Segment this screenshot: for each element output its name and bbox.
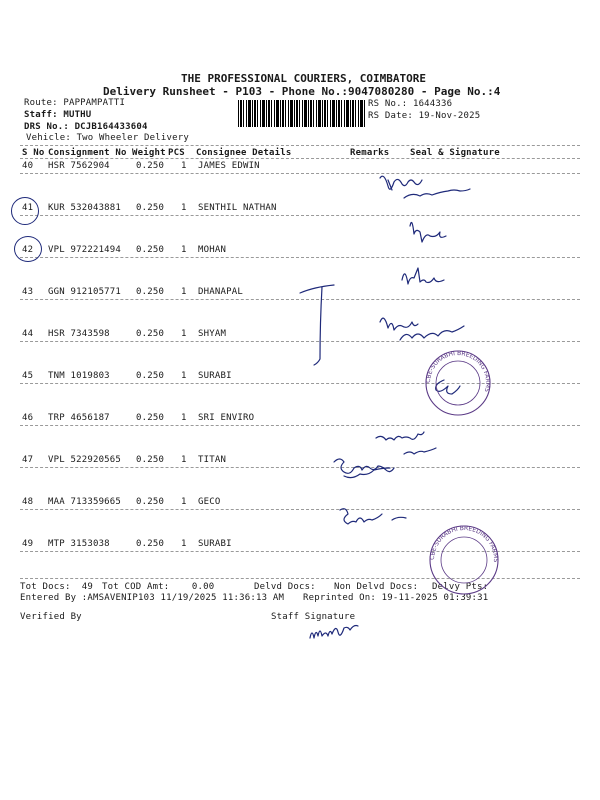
- signature-row-40: [380, 176, 422, 189]
- rs-date: RS Date: 19-Nov-2025: [368, 111, 481, 121]
- row-rule: [20, 215, 580, 216]
- row-sno: 46: [22, 413, 34, 423]
- row-weight: 0.250: [136, 455, 165, 465]
- row-rule: [20, 425, 580, 426]
- row-pcs: 1: [181, 287, 187, 297]
- row-weight: 0.250: [136, 371, 165, 381]
- row-consignee: GECO: [198, 497, 221, 507]
- row-sno: 41: [22, 203, 34, 213]
- signature-row-41: [410, 222, 446, 242]
- row-sno: 43: [22, 287, 34, 297]
- row-rule: [20, 341, 580, 342]
- entered-by: Entered By :AMSAVENIP103 11/19/2025 11:36:13 AM: [20, 593, 285, 603]
- row-weight: 0.250: [136, 161, 165, 171]
- row-pcs: 1: [181, 161, 187, 171]
- header-rule-bottom: [20, 158, 580, 159]
- row-consignment: KUR 532043881: [48, 203, 122, 213]
- row-rule: [20, 383, 580, 384]
- row-rule: [20, 551, 580, 552]
- row-pcs: 1: [181, 455, 187, 465]
- row-weight: 0.250: [136, 245, 165, 255]
- signature-row-46: [376, 432, 424, 440]
- row-consignee: SENTHIL NATHAN: [198, 203, 277, 213]
- row-sno: 48: [22, 497, 34, 507]
- row-pcs: 1: [181, 539, 187, 549]
- row-pcs: 1: [181, 413, 187, 423]
- row-consignment: TRP 4656187: [48, 413, 110, 423]
- col-consignment: Consignment No: [48, 148, 127, 158]
- runsheet-subtitle: Delivery Runsheet - P103 - Phone No.:9047080280 - Page No.:4: [103, 85, 501, 98]
- vehicle-label: Vehicle: Two Wheeler Delivery: [26, 133, 189, 143]
- row-pcs: 1: [181, 329, 187, 339]
- signature-row-44: [380, 318, 418, 330]
- row-consignment: GGN 912105771: [48, 287, 122, 297]
- row-consignee: SHYAM: [198, 329, 227, 339]
- staff-signature-label: Staff Signature: [271, 612, 356, 622]
- footer-rule: [20, 578, 580, 579]
- signature-row-48: [340, 509, 382, 524]
- row-pcs: 1: [181, 497, 187, 507]
- tot-cod: Tot COD Amt: 0.00: [102, 582, 215, 592]
- row-rule: [20, 257, 580, 258]
- col-weight: Weight: [132, 148, 166, 158]
- company-title: THE PROFESSIONAL COURIERS, COIMBATORE: [181, 72, 427, 85]
- delvy-pts: Delvy Pts:: [432, 582, 489, 592]
- route-label: Route: PAPPAMPATTI: [24, 98, 126, 108]
- svg-text:CBE-SURABHI BREEDING FARMS: CBE-SURABHI BREEDING FARMS: [424, 349, 492, 393]
- row-sno: 42: [22, 245, 34, 255]
- tot-docs: Tot Docs: 49: [20, 582, 94, 592]
- col-sno: S No: [22, 148, 45, 158]
- row-pcs: 1: [181, 245, 187, 255]
- row-consignee: SURABI: [198, 371, 232, 381]
- row-rule: [20, 173, 580, 174]
- row-consignment: VPL 522920565: [48, 455, 122, 465]
- signature-row-42: [402, 268, 444, 284]
- row-sno: 49: [22, 539, 34, 549]
- row-consignment: TNM 1019803: [48, 371, 110, 381]
- staff-label: Staff: MUTHU: [24, 110, 92, 120]
- header-rule-top: [20, 145, 580, 146]
- row-weight: 0.250: [136, 413, 165, 423]
- row-pcs: 1: [181, 371, 187, 381]
- row-weight: 0.250: [136, 497, 165, 507]
- barcode: [238, 100, 366, 127]
- row-consignee: SURABI: [198, 539, 232, 549]
- non-delvd-docs: Non Delvd Docs:: [334, 582, 419, 592]
- rs-number: RS No.: 1644336: [368, 99, 453, 109]
- ink-circle-42: [14, 236, 42, 262]
- staff-signature-ink: [310, 626, 358, 639]
- row-consignment: MTP 3153038: [48, 539, 110, 549]
- row-sno: 44: [22, 329, 34, 339]
- row-sno: 45: [22, 371, 34, 381]
- col-remarks: Remarks: [350, 148, 390, 158]
- row-consignee: TITAN: [198, 455, 227, 465]
- row-rule: [20, 467, 580, 468]
- row-consignment: HSR 7343598: [48, 329, 110, 339]
- row-rule: [20, 299, 580, 300]
- row-consignee: MOHAN: [198, 245, 227, 255]
- row-weight: 0.250: [136, 203, 165, 213]
- reprinted-on: Reprinted On: 19-11-2025 01:39:31: [303, 593, 489, 603]
- svg-text:CBE-SURABHI BREEDING FARMS: CBE-SURABHI BREEDING FARMS: [428, 524, 500, 563]
- delvd-docs: Delvd Docs:: [254, 582, 316, 592]
- row-sno: 40: [22, 161, 34, 171]
- row-weight: 0.250: [136, 329, 165, 339]
- row-consignment: HSR 7562904: [48, 161, 110, 171]
- row-pcs: 1: [181, 203, 187, 213]
- verified-by: Verified By: [20, 612, 82, 622]
- ink-bracket-row-43: [300, 285, 334, 365]
- row-consignee: SRI ENVIRO: [198, 413, 255, 423]
- ink-circle-41: [11, 197, 39, 225]
- row-consignment: VPL 972221494: [48, 245, 122, 255]
- row-consignment: MAA 713359665: [48, 497, 122, 507]
- col-pcs: PCS: [168, 148, 185, 158]
- row-weight: 0.250: [136, 539, 165, 549]
- col-consignee: Consignee Details: [196, 148, 292, 158]
- col-seal: Seal & Signature: [410, 148, 500, 158]
- drs-label: DRS No.: DCJB164433604: [24, 122, 148, 132]
- row-consignee: DHANAPAL: [198, 287, 243, 297]
- row-rule: [20, 509, 580, 510]
- row-sno: 47: [22, 455, 34, 465]
- row-consignee: JAMES EDWIN: [198, 161, 260, 171]
- row-weight: 0.250: [136, 287, 165, 297]
